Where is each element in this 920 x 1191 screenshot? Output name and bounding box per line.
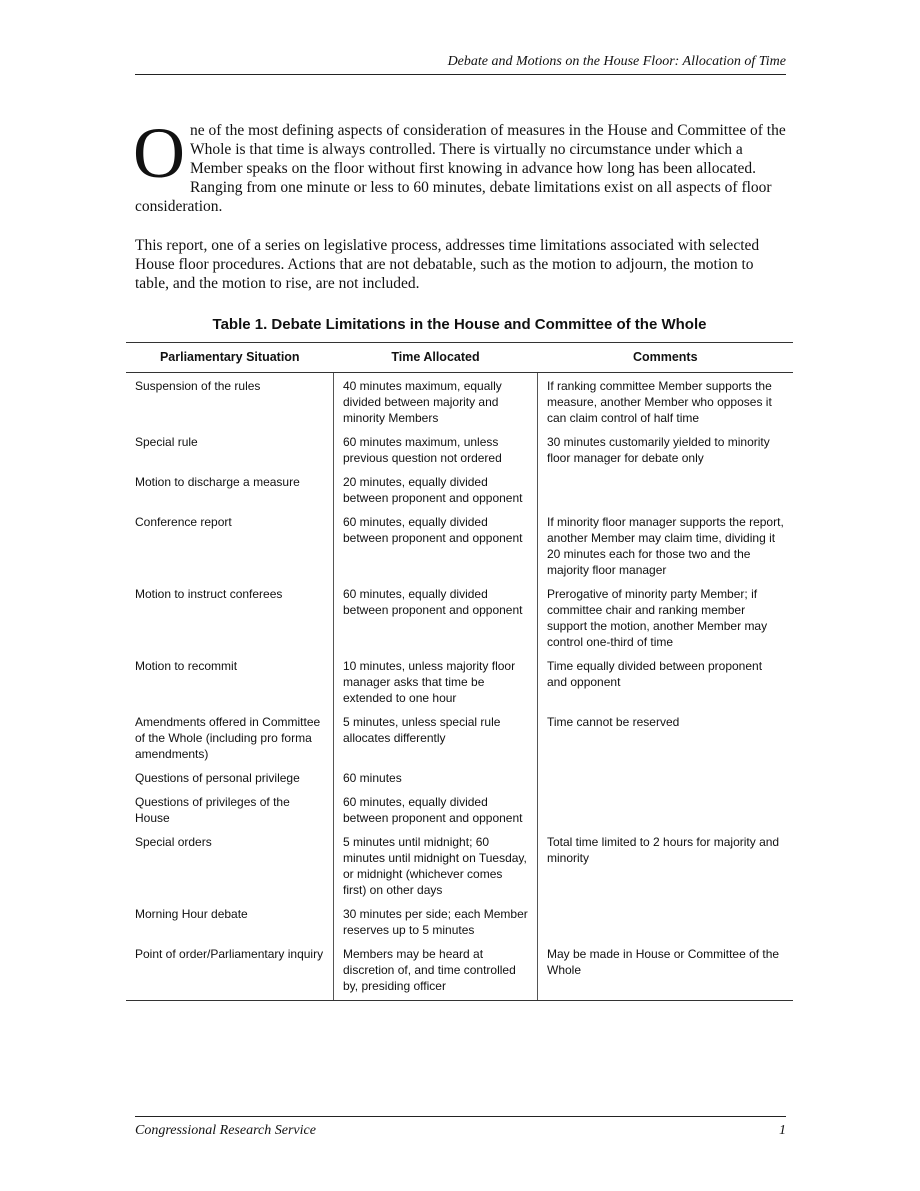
cell-situation: Suspension of the rules [126,373,334,431]
cell-situation: Morning Hour debate [126,902,334,942]
cell-comments [538,902,794,942]
cell-time: 5 minutes, unless special rule allocates differently [334,710,538,766]
page-number: 1 [779,1123,786,1138]
cell-comments [538,470,794,510]
table-title: Table 1. Debate Limitations in the House and Committee of the Whole [212,316,707,333]
cell-situation: Motion to instruct conferees [126,582,334,654]
cell-comments: If ranking committee Member supports the measure, another Member who opposes it can claim control of half time [547,379,772,425]
cell-situation: Motion to discharge a measure [126,470,334,510]
cell-comments: Time equally divided between proponent and opponent [547,659,763,689]
cell-comments: 30 minutes customarily yielded to minority floor manager for debate only [547,435,770,465]
column-header-comments: Comments [538,343,794,373]
cell-time: 5 minutes until midnight; 60 minutes until midnight on Tuesday, or midnight (whichever comes first) on other days [334,830,538,902]
cell-comments: Time cannot be reserved [547,715,680,729]
cell-time: 30 minutes per side; each Member reserves up to 5 minutes [334,902,538,942]
table-row [126,373,793,431]
page-footer [135,1116,786,1139]
cell-comments: May be made in House or Committee of the Whole [538,942,794,1001]
column-header-situation: Parliamentary Situation [126,343,334,373]
cell-time: Members may be heard at discretion of, and time controlled by, presiding officer [334,942,538,1001]
intro-paragraph-2: This report, one of a series on legislative process, addresses time limitations associated with selected House floor procedures. Actions that are not debatable, such as the motion to adjourn, the motion to table, and the motion to rise, are not included. [135,237,760,292]
cell-comments [538,766,794,790]
table-row [126,654,793,710]
footer-source: Congressional Research Service [135,1123,316,1138]
cell-situation: Amendments offered in Committee of the Whole (including pro forma amendments) [126,710,334,766]
table-row [126,790,793,830]
table-row [126,510,793,582]
cell-situation: Motion to recommit [126,654,334,710]
cell-time: 60 minutes, equally divided between proponent and opponent [334,582,538,654]
cell-time: 40 minutes maximum, equally divided between majority and minority Members [334,373,538,431]
table-row [126,766,793,790]
cell-time: 60 minutes [334,766,538,790]
cell-situation: Point of order/Parliamentary inquiry [126,942,334,1001]
table-row [126,830,793,902]
table-row [126,430,793,470]
table-row [126,902,793,942]
cell-situation: Questions of personal privilege [126,766,334,790]
table-row [126,582,793,654]
cell-situation: Special rule [126,430,334,470]
column-header-time: Time Allocated [334,343,538,373]
debate-limitations-table [126,342,793,1001]
drop-cap: O [133,113,185,193]
cell-comments: If minority floor manager supports the report, another Member may claim time, dividing it 20 minutes each for those two and the majority floor manager [547,515,784,577]
intro-paragraph-1-text: ne of the most defining aspects of consideration of measures in the House and Committee of the Whole is that time is always controlled. There is virtually no circumstance under which a Member speaks on the floor without first knowing in advance how long has been allocated. Ranging from one minute or less to 60 minutes, debate limitations exist on all aspects of floor consideration. [135,122,786,215]
running-title: Debate and Motions on the House Floor: Allocation of Time [447,54,786,69]
table-row [126,942,793,1001]
cell-time: 20 minutes, equally divided between proponent and opponent [334,470,538,510]
cell-time: 60 minutes maximum, unless previous question not ordered [334,430,538,470]
intro-paragraph-1 [133,113,786,216]
table-row [126,470,793,510]
table-header-row [126,343,793,373]
cell-comments [538,790,794,830]
table-row [126,710,793,766]
cell-comments: Total time limited to 2 hours for majority and minority [547,835,780,865]
cell-comments: Prerogative of minority party Member; if committee chair and ranking member support the motion, another Member may control one-third of time [547,587,768,649]
running-header [135,52,786,75]
cell-situation: Conference report [126,510,334,582]
cell-time: 60 minutes, equally divided between proponent and opponent [334,790,538,830]
cell-situation: Special orders [126,830,334,902]
cell-time: 10 minutes, unless majority floor manager asks that time be extended to one hour [334,654,538,710]
cell-situation: Questions of privileges of the House [126,790,334,830]
cell-time: 60 minutes, equally divided between proponent and opponent [334,510,538,582]
